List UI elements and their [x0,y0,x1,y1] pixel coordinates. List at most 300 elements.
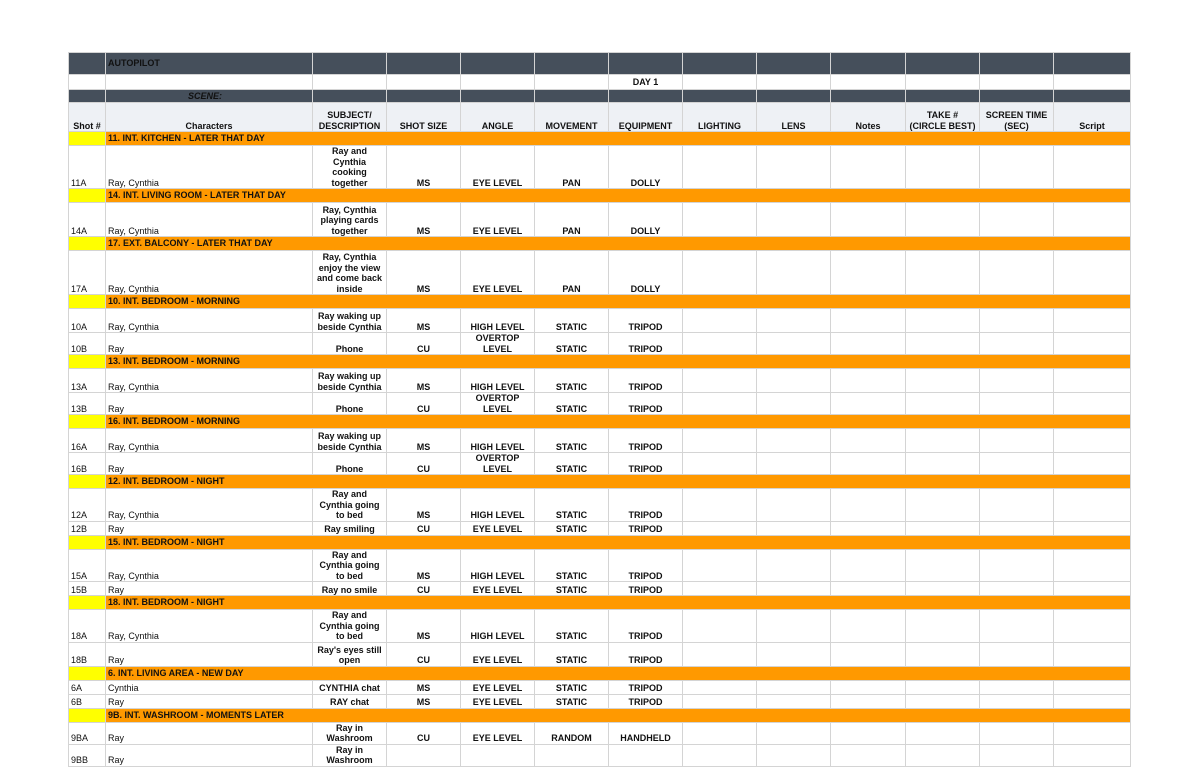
lighting-cell[interactable] [683,582,757,596]
screen-time-cell[interactable] [980,549,1054,582]
equipment-cell[interactable]: TRIPOD [609,549,683,582]
shot-size-cell[interactable]: MS [387,309,461,333]
movement-cell[interactable]: STATIC [535,582,609,596]
scene-marker-cell[interactable] [69,475,106,489]
angle-cell[interactable]: HIGH LEVEL [461,549,535,582]
shot-number[interactable]: 6B [69,694,106,708]
lens-cell[interactable] [757,722,831,744]
lighting-cell[interactable] [683,549,757,582]
movement-cell[interactable] [535,744,609,766]
script-cell[interactable] [1054,521,1131,535]
lighting-cell[interactable] [683,680,757,694]
screen-time-cell[interactable] [980,369,1054,393]
notes-cell[interactable] [831,369,906,393]
equipment-cell[interactable]: TRIPOD [609,393,683,415]
scene-label[interactable]: SCENE: [106,90,313,103]
description-cell[interactable]: Phone [313,453,387,475]
scene-marker-cell[interactable] [69,708,106,722]
shot-size-cell[interactable]: CU [387,521,461,535]
scene-heading[interactable]: 15. INT. BEDROOM - NIGHT [106,535,1131,549]
shot-size-cell[interactable]: MS [387,203,461,237]
characters-cell[interactable]: Ray, Cynthia [106,610,313,643]
shot-size-cell[interactable]: MS [387,146,461,189]
column-header-4[interactable]: ANGLE [461,103,535,132]
lens-cell[interactable] [757,694,831,708]
shot-row [69,393,1131,415]
shot-size-cell[interactable]: MS [387,694,461,708]
equipment-cell[interactable]: TRIPOD [609,489,683,522]
shot-number[interactable]: 13A [69,369,106,393]
characters-cell[interactable]: Ray [106,582,313,596]
scene-heading[interactable]: 13. INT. BEDROOM - MORNING [106,355,1131,369]
angle-cell[interactable]: EYE LEVEL [461,680,535,694]
lighting-cell[interactable] [683,642,757,666]
scene-marker-cell[interactable] [69,666,106,680]
shot-row [69,694,1131,708]
characters-cell[interactable]: Ray, Cynthia [106,251,313,295]
notes-cell[interactable] [831,744,906,766]
column-header-10[interactable]: TAKE # (CIRCLE BEST) [906,103,980,132]
equipment-cell[interactable]: TRIPOD [609,453,683,475]
characters-cell[interactable]: Ray [106,744,313,766]
equipment-cell[interactable]: DOLLY [609,146,683,189]
equipment-cell[interactable]: TRIPOD [609,333,683,355]
script-cell[interactable] [1054,203,1131,237]
description-cell[interactable]: CYNTHIA chat [313,680,387,694]
shot-row [69,680,1131,694]
equipment-cell[interactable] [609,744,683,766]
take-cell[interactable] [906,694,980,708]
characters-cell[interactable]: Cynthia [106,680,313,694]
script-cell[interactable] [1054,453,1131,475]
characters-cell[interactable]: Ray [106,521,313,535]
shot-number[interactable]: 12B [69,521,106,535]
equipment-cell[interactable]: TRIPOD [609,429,683,453]
angle-cell[interactable]: EYE LEVEL [461,521,535,535]
angle-cell[interactable]: EYE LEVEL [461,694,535,708]
column-header-row [69,103,1131,132]
lens-cell[interactable] [757,549,831,582]
lens-cell[interactable] [757,582,831,596]
scene-marker-cell[interactable] [69,189,106,203]
shot-number[interactable]: 11A [69,146,106,189]
lens-cell[interactable] [757,429,831,453]
column-header-12[interactable]: Script [1054,103,1131,132]
characters-cell[interactable]: Ray, Cynthia [106,369,313,393]
title-spacer-cell[interactable] [69,53,106,75]
shot-size-cell[interactable]: MS [387,369,461,393]
description-cell[interactable]: Ray's eyes still open [313,642,387,666]
shot-number[interactable]: 14A [69,203,106,237]
column-header-11[interactable]: SCREEN TIME (SEC) [980,103,1054,132]
movement-cell[interactable]: STATIC [535,642,609,666]
angle-cell[interactable] [461,744,535,766]
screen-time-cell[interactable] [980,251,1054,295]
column-header-7[interactable]: LIGHTING [683,103,757,132]
characters-cell[interactable]: Ray [106,393,313,415]
movement-cell[interactable]: STATIC [535,453,609,475]
lens-cell[interactable] [757,393,831,415]
screen-time-cell[interactable] [980,203,1054,237]
equipment-cell[interactable]: TRIPOD [609,680,683,694]
equipment-cell[interactable]: TRIPOD [609,694,683,708]
notes-cell[interactable] [831,642,906,666]
description-cell[interactable]: Ray waking up beside Cynthia [313,309,387,333]
shot-size-cell[interactable]: MS [387,680,461,694]
lighting-cell[interactable] [683,309,757,333]
take-cell[interactable] [906,251,980,295]
equipment-cell[interactable]: HANDHELD [609,722,683,744]
shot-number[interactable]: 10B [69,333,106,355]
characters-cell[interactable]: Ray [106,694,313,708]
characters-cell[interactable]: Ray [106,722,313,744]
description-cell[interactable]: Ray waking up beside Cynthia [313,369,387,393]
lighting-cell[interactable] [683,333,757,355]
lens-cell[interactable] [757,521,831,535]
screen-time-cell[interactable] [980,429,1054,453]
characters-cell[interactable]: Ray, Cynthia [106,429,313,453]
screen-time-cell[interactable] [980,642,1054,666]
description-cell[interactable]: RAY chat [313,694,387,708]
notes-cell[interactable] [831,453,906,475]
shot-number[interactable]: 17A [69,251,106,295]
equipment-cell[interactable]: TRIPOD [609,521,683,535]
take-cell[interactable] [906,369,980,393]
script-cell[interactable] [1054,146,1131,189]
lighting-cell[interactable] [683,203,757,237]
movement-cell[interactable]: STATIC [535,521,609,535]
column-header-5[interactable]: MOVEMENT [535,103,609,132]
script-cell[interactable] [1054,642,1131,666]
angle-cell[interactable]: EYE LEVEL [461,146,535,189]
lens-cell[interactable] [757,489,831,522]
angle-cell[interactable]: HIGH LEVEL [461,610,535,643]
angle-cell[interactable]: HIGH LEVEL [461,489,535,522]
screen-time-cell[interactable] [980,489,1054,522]
shot-size-cell[interactable]: CU [387,582,461,596]
shot-number[interactable]: 6A [69,680,106,694]
notes-cell[interactable] [831,393,906,415]
equipment-cell[interactable]: DOLLY [609,251,683,295]
script-cell[interactable] [1054,393,1131,415]
screen-time-cell[interactable] [980,744,1054,766]
script-cell[interactable] [1054,680,1131,694]
shot-row [69,203,1131,237]
shot-number[interactable]: 12A [69,489,106,522]
take-cell[interactable] [906,744,980,766]
angle-cell[interactable]: HIGH LEVEL [461,429,535,453]
lighting-cell[interactable] [683,393,757,415]
lighting-cell[interactable] [683,251,757,295]
shot-size-cell[interactable] [387,744,461,766]
lighting-cell[interactable] [683,722,757,744]
scene-heading[interactable]: 18. INT. BEDROOM - NIGHT [106,596,1131,610]
shot-size-cell[interactable]: CU [387,453,461,475]
shot-size-cell[interactable]: CU [387,722,461,744]
angle-cell[interactable]: EYE LEVEL [461,251,535,295]
screen-time-cell[interactable] [980,453,1054,475]
notes-cell[interactable] [831,549,906,582]
movement-cell[interactable]: STATIC [535,309,609,333]
script-cell[interactable] [1054,582,1131,596]
shot-row [69,251,1131,295]
angle-cell[interactable]: HIGH LEVEL [461,309,535,333]
movement-cell[interactable]: STATIC [535,369,609,393]
angle-cell[interactable]: EYE LEVEL [461,722,535,744]
movement-cell[interactable]: STATIC [535,694,609,708]
description-cell[interactable]: Ray and Cynthia going to bed [313,610,387,643]
characters-cell[interactable]: Ray, Cynthia [106,203,313,237]
notes-cell[interactable] [831,429,906,453]
description-cell[interactable]: Ray waking up beside Cynthia [313,429,387,453]
shot-number[interactable]: 15A [69,549,106,582]
movement-cell[interactable]: PAN [535,251,609,295]
angle-cell[interactable]: EYE LEVEL [461,203,535,237]
characters-cell[interactable]: Ray [106,333,313,355]
notes-cell[interactable] [831,694,906,708]
shot-size-cell[interactable]: CU [387,333,461,355]
lighting-cell[interactable] [683,489,757,522]
take-cell[interactable] [906,549,980,582]
equipment-cell[interactable]: TRIPOD [609,642,683,666]
shot-size-cell[interactable]: CU [387,642,461,666]
scene-marker-cell[interactable] [69,237,106,251]
take-cell[interactable] [906,680,980,694]
movement-cell[interactable]: RANDOM [535,722,609,744]
notes-cell[interactable] [831,333,906,355]
characters-cell[interactable]: Ray, Cynthia [106,146,313,189]
take-cell[interactable] [906,393,980,415]
lens-cell[interactable] [757,203,831,237]
notes-cell[interactable] [831,309,906,333]
scene-label-row [69,90,1131,103]
screen-time-cell[interactable] [980,582,1054,596]
screen-time-cell[interactable] [980,680,1054,694]
lighting-cell[interactable] [683,521,757,535]
screen-time-cell[interactable] [980,610,1054,643]
shot-number[interactable]: 9BB [69,744,106,766]
shot-number[interactable]: 15B [69,582,106,596]
scene-marker-cell[interactable] [69,355,106,369]
description-cell[interactable]: Ray smiling [313,521,387,535]
characters-cell[interactable]: Ray, Cynthia [106,549,313,582]
column-header-6[interactable]: EQUIPMENT [609,103,683,132]
notes-cell[interactable] [831,521,906,535]
scene-marker-cell[interactable] [69,596,106,610]
day-label[interactable]: DAY 1 [609,75,683,90]
equipment-cell[interactable]: TRIPOD [609,582,683,596]
movement-cell[interactable]: STATIC [535,429,609,453]
take-cell[interactable] [906,722,980,744]
shot-number[interactable]: 16B [69,453,106,475]
description-cell[interactable]: Phone [313,393,387,415]
lighting-cell[interactable] [683,694,757,708]
title-row [69,53,1131,75]
script-cell[interactable] [1054,722,1131,744]
shot-row [69,582,1131,596]
shot-size-cell[interactable]: CU [387,393,461,415]
script-cell[interactable] [1054,549,1131,582]
lens-cell[interactable] [757,333,831,355]
take-cell[interactable] [906,203,980,237]
lighting-cell[interactable] [683,610,757,643]
scene-heading[interactable]: 10. INT. BEDROOM - MORNING [106,295,1131,309]
scene-heading-row [69,666,1131,680]
movement-cell[interactable]: STATIC [535,393,609,415]
movement-cell[interactable]: PAN [535,203,609,237]
scene-marker-cell[interactable] [69,295,106,309]
equipment-cell[interactable]: TRIPOD [609,369,683,393]
description-cell[interactable]: Ray, Cynthia playing cards together [313,203,387,237]
lens-cell[interactable] [757,251,831,295]
column-header-8[interactable]: LENS [757,103,831,132]
take-cell[interactable] [906,489,980,522]
angle-cell[interactable]: EYE LEVEL [461,582,535,596]
shot-row [69,309,1131,333]
scene-heading-row [69,415,1131,429]
take-cell[interactable] [906,521,980,535]
characters-cell[interactable]: Ray, Cynthia [106,489,313,522]
movement-cell[interactable]: STATIC [535,333,609,355]
script-cell[interactable] [1054,744,1131,766]
lens-cell[interactable] [757,146,831,189]
shot-size-cell[interactable]: MS [387,429,461,453]
screen-time-cell[interactable] [980,393,1054,415]
shot-number[interactable]: 10A [69,309,106,333]
script-cell[interactable] [1054,369,1131,393]
scene-marker-cell[interactable] [69,132,106,146]
movement-cell[interactable]: STATIC [535,549,609,582]
scene-heading[interactable]: 11. INT. KITCHEN - LATER THAT DAY [106,132,1131,146]
scene-heading[interactable]: 12. INT. BEDROOM - NIGHT [106,475,1131,489]
scene-heading-row [69,189,1131,203]
scene-heading[interactable]: 14. INT. LIVING ROOM - LATER THAT DAY [106,189,1131,203]
description-cell[interactable]: Ray and Cynthia cooking together [313,146,387,189]
lighting-cell[interactable] [683,146,757,189]
shot-number[interactable]: 18A [69,610,106,643]
shot-number[interactable]: 13B [69,393,106,415]
angle-cell[interactable]: HIGH LEVEL [461,369,535,393]
equipment-cell[interactable]: TRIPOD [609,610,683,643]
description-cell[interactable]: Ray and Cynthia going to bed [313,549,387,582]
script-cell[interactable] [1054,610,1131,643]
lens-cell[interactable] [757,369,831,393]
scene-heading[interactable]: 9B. INT. WASHROOM - MOMENTS LATER [106,708,1131,722]
angle-cell[interactable]: EYE LEVEL [461,642,535,666]
sheet-title[interactable]: AUTOPILOT [106,53,313,75]
take-cell[interactable] [906,429,980,453]
screen-time-cell[interactable] [980,146,1054,189]
characters-cell[interactable]: Ray, Cynthia [106,309,313,333]
shot-size-cell[interactable]: MS [387,251,461,295]
equipment-cell[interactable]: TRIPOD [609,309,683,333]
screen-time-cell[interactable] [980,521,1054,535]
characters-cell[interactable]: Ray [106,453,313,475]
column-header-2[interactable]: SUBJECT/ DESCRIPTION [313,103,387,132]
notes-cell[interactable] [831,610,906,643]
script-cell[interactable] [1054,251,1131,295]
scene-heading[interactable]: 17. EXT. BALCONY - LATER THAT DAY [106,237,1131,251]
lens-cell[interactable] [757,744,831,766]
angle-cell[interactable]: OVERTOP LEVEL [461,333,535,355]
notes-cell[interactable] [831,146,906,189]
column-header-3[interactable]: SHOT SIZE [387,103,461,132]
scene-marker-cell[interactable] [69,415,106,429]
lens-cell[interactable] [757,680,831,694]
description-cell[interactable]: Ray in Washroom [313,722,387,744]
notes-cell[interactable] [831,722,906,744]
shot-size-cell[interactable]: MS [387,549,461,582]
scene-marker-cell[interactable] [69,535,106,549]
script-cell[interactable] [1054,489,1131,522]
take-cell[interactable] [906,610,980,643]
take-cell[interactable] [906,146,980,189]
lens-cell[interactable] [757,642,831,666]
notes-cell[interactable] [831,251,906,295]
description-cell[interactable]: Ray, Cynthia enjoy the view and come back inside [313,251,387,295]
characters-cell[interactable]: Ray [106,642,313,666]
script-cell[interactable] [1054,429,1131,453]
description-cell[interactable]: Ray no smile [313,582,387,596]
shot-number[interactable]: 16A [69,429,106,453]
lens-cell[interactable] [757,309,831,333]
movement-cell[interactable]: STATIC [535,610,609,643]
script-cell[interactable] [1054,694,1131,708]
shot-number[interactable]: 18B [69,642,106,666]
notes-cell[interactable] [831,489,906,522]
shot-row [69,610,1131,643]
lighting-cell[interactable] [683,744,757,766]
script-cell[interactable] [1054,309,1131,333]
take-cell[interactable] [906,453,980,475]
notes-cell[interactable] [831,203,906,237]
shot-number[interactable]: 9BA [69,722,106,744]
column-header-9[interactable]: Notes [831,103,906,132]
angle-cell[interactable]: OVERTOP LEVEL [461,453,535,475]
description-cell[interactable]: Ray in Washroom [313,744,387,766]
lens-cell[interactable] [757,453,831,475]
movement-cell[interactable]: PAN [535,146,609,189]
column-header-1[interactable]: Characters [106,103,313,132]
lens-cell[interactable] [757,610,831,643]
lighting-cell[interactable] [683,429,757,453]
shot-size-cell[interactable]: MS [387,610,461,643]
angle-cell[interactable]: OVERTOP LEVEL [461,393,535,415]
take-cell[interactable] [906,582,980,596]
script-cell[interactable] [1054,333,1131,355]
screen-time-cell[interactable] [980,694,1054,708]
scene-heading[interactable]: 16. INT. BEDROOM - MORNING [106,415,1131,429]
notes-cell[interactable] [831,582,906,596]
scene-heading[interactable]: 6. INT. LIVING AREA - NEW DAY [106,666,1131,680]
screen-time-cell[interactable] [980,309,1054,333]
column-header-0[interactable]: Shot # [69,103,106,132]
take-cell[interactable] [906,642,980,666]
equipment-cell[interactable]: DOLLY [609,203,683,237]
notes-cell[interactable] [831,680,906,694]
take-cell[interactable] [906,333,980,355]
lighting-cell[interactable] [683,369,757,393]
shot-size-cell[interactable]: MS [387,489,461,522]
take-cell[interactable] [906,309,980,333]
screen-time-cell[interactable] [980,722,1054,744]
lighting-cell[interactable] [683,453,757,475]
screen-time-cell[interactable] [980,333,1054,355]
description-cell[interactable]: Ray and Cynthia going to bed [313,489,387,522]
movement-cell[interactable]: STATIC [535,489,609,522]
description-cell[interactable]: Phone [313,333,387,355]
movement-cell[interactable]: STATIC [535,680,609,694]
